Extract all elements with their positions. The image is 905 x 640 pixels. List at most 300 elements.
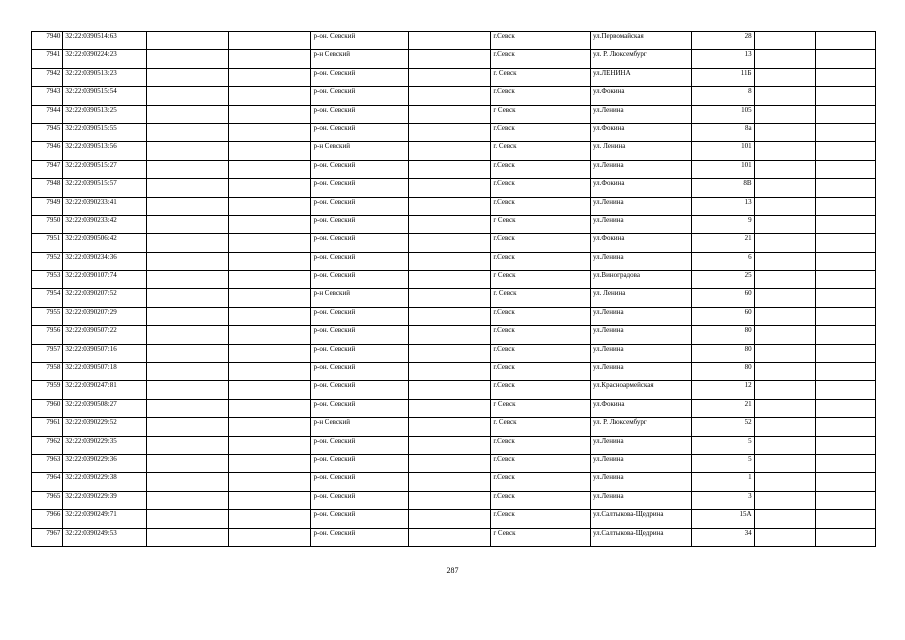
city-cell: г.Севск <box>491 234 591 252</box>
empty-cell <box>146 528 228 546</box>
empty-cell <box>146 105 228 123</box>
city-cell: г.Севск <box>491 454 591 472</box>
cadastral-number-cell: 32:22:0390507:22 <box>63 326 146 344</box>
empty-cell <box>229 160 311 178</box>
empty-cell <box>754 344 816 362</box>
house-number-cell: 8 <box>691 87 754 105</box>
table-row <box>32 473 876 491</box>
cadastral-number-cell: 32:22:0390229:36 <box>63 454 146 472</box>
cadastral-number-cell: 32:22:0390207:29 <box>63 307 146 325</box>
city-cell: г.Севск <box>491 491 591 509</box>
table-row <box>32 179 876 197</box>
empty-cell <box>146 344 228 362</box>
empty-cell <box>754 50 816 68</box>
empty-cell <box>146 399 228 417</box>
empty-cell <box>408 271 490 289</box>
empty-cell <box>754 271 816 289</box>
empty-cell <box>229 399 311 417</box>
empty-cell <box>229 454 311 472</box>
empty-cell <box>146 215 228 233</box>
empty-cell <box>229 32 311 50</box>
row-number-cell: 7940 <box>32 32 63 50</box>
empty-cell <box>408 528 490 546</box>
district-cell: р-он. Севский <box>311 307 409 325</box>
city-cell: г.Севск <box>491 197 591 215</box>
empty-cell <box>816 215 876 233</box>
empty-cell <box>754 252 816 270</box>
cadastral-number-cell: 32:22:0390249:71 <box>63 510 146 528</box>
empty-cell <box>754 454 816 472</box>
house-number-cell: 12 <box>691 381 754 399</box>
city-cell: г.Севск <box>491 179 591 197</box>
table-row <box>32 234 876 252</box>
street-cell: ул.Ленина <box>590 215 691 233</box>
empty-cell <box>146 50 228 68</box>
empty-cell <box>754 123 816 141</box>
empty-cell <box>229 528 311 546</box>
district-cell: р-он. Севский <box>311 454 409 472</box>
empty-cell <box>229 363 311 381</box>
house-number-cell: 21 <box>691 399 754 417</box>
house-number-cell: 13 <box>691 50 754 68</box>
row-number-cell: 7945 <box>32 123 63 141</box>
district-cell: р-он. Севский <box>311 105 409 123</box>
city-cell: г Севск <box>491 105 591 123</box>
empty-cell <box>146 510 228 528</box>
empty-cell <box>146 123 228 141</box>
empty-cell <box>408 68 490 86</box>
table-row <box>32 491 876 509</box>
cadastral-number-cell: 32:22:0390107:74 <box>63 271 146 289</box>
cadastral-number-cell: 32:22:0390515:55 <box>63 123 146 141</box>
empty-cell <box>146 473 228 491</box>
empty-cell <box>408 491 490 509</box>
street-cell: ул.Ленина <box>590 344 691 362</box>
district-cell: р-он. Севский <box>311 234 409 252</box>
empty-cell <box>408 418 490 436</box>
empty-cell <box>754 68 816 86</box>
empty-cell <box>754 142 816 160</box>
district-cell: р-он. Севский <box>311 363 409 381</box>
cadastral-number-cell: 32:22:0390508:27 <box>63 399 146 417</box>
empty-cell <box>816 399 876 417</box>
table-row <box>32 307 876 325</box>
city-cell: г Севск <box>491 215 591 233</box>
cadastral-number-cell: 32:22:0390249:53 <box>63 528 146 546</box>
empty-cell <box>146 381 228 399</box>
empty-cell <box>754 87 816 105</box>
registry-table-body <box>32 32 876 547</box>
row-number-cell: 7960 <box>32 399 63 417</box>
empty-cell <box>408 142 490 160</box>
district-cell: р-он. Севский <box>311 436 409 454</box>
cadastral-number-cell: 32:22:0390229:38 <box>63 473 146 491</box>
empty-cell <box>408 363 490 381</box>
row-number-cell: 7962 <box>32 436 63 454</box>
empty-cell <box>146 32 228 50</box>
empty-cell <box>754 179 816 197</box>
empty-cell <box>408 510 490 528</box>
city-cell: г Севск <box>491 399 591 417</box>
cadastral-number-cell: 32:22:0390514:63 <box>63 32 146 50</box>
house-number-cell: 1 <box>691 473 754 491</box>
row-number-cell: 7966 <box>32 510 63 528</box>
city-cell: г.Севск <box>491 436 591 454</box>
cadastral-number-cell: 32:22:0390515:57 <box>63 179 146 197</box>
district-cell: р-он. Севский <box>311 473 409 491</box>
empty-cell <box>408 32 490 50</box>
empty-cell <box>146 363 228 381</box>
empty-cell <box>754 418 816 436</box>
empty-cell <box>408 105 490 123</box>
district-cell: р-он. Севский <box>311 344 409 362</box>
empty-cell <box>146 326 228 344</box>
street-cell: ул.Салтыкова-Щедрина <box>590 528 691 546</box>
empty-cell <box>408 326 490 344</box>
empty-cell <box>816 418 876 436</box>
house-number-cell: 80 <box>691 344 754 362</box>
empty-cell <box>229 87 311 105</box>
house-number-cell: 5 <box>691 454 754 472</box>
empty-cell <box>146 160 228 178</box>
empty-cell <box>816 105 876 123</box>
empty-cell <box>408 399 490 417</box>
table-row <box>32 105 876 123</box>
street-cell: ул.Ленина <box>590 454 691 472</box>
empty-cell <box>229 510 311 528</box>
table-row <box>32 215 876 233</box>
table-row <box>32 50 876 68</box>
table-row <box>32 344 876 362</box>
district-cell: р-он. Севский <box>311 123 409 141</box>
empty-cell <box>146 491 228 509</box>
city-cell: г. Севск <box>491 418 591 436</box>
empty-cell <box>229 326 311 344</box>
row-number-cell: 7957 <box>32 344 63 362</box>
empty-cell <box>229 344 311 362</box>
table-row <box>32 381 876 399</box>
street-cell: ул.Ленина <box>590 307 691 325</box>
empty-cell <box>408 344 490 362</box>
street-cell: ул.Ленина <box>590 436 691 454</box>
table-row <box>32 436 876 454</box>
empty-cell <box>816 123 876 141</box>
district-cell: р-он. Севский <box>311 68 409 86</box>
table-row <box>32 271 876 289</box>
street-cell: ул.Салтыкова-Щедрина <box>590 510 691 528</box>
district-cell: р-н Севский <box>311 289 409 307</box>
row-number-cell: 7951 <box>32 234 63 252</box>
house-number-cell: 80 <box>691 363 754 381</box>
empty-cell <box>816 307 876 325</box>
city-cell: г.Севск <box>491 326 591 344</box>
cadastral-number-cell: 32:22:0390513:25 <box>63 105 146 123</box>
empty-cell <box>229 418 311 436</box>
registry-table <box>31 31 876 547</box>
street-cell: ул.Ленина <box>590 160 691 178</box>
empty-cell <box>229 289 311 307</box>
row-number-cell: 7950 <box>32 215 63 233</box>
city-cell: г.Севск <box>491 307 591 325</box>
empty-cell <box>754 528 816 546</box>
empty-cell <box>229 105 311 123</box>
street-cell: ул.Ленина <box>590 197 691 215</box>
table-row <box>32 123 876 141</box>
cadastral-number-cell: 32:22:0390513:23 <box>63 68 146 86</box>
empty-cell <box>229 381 311 399</box>
row-number-cell: 7967 <box>32 528 63 546</box>
empty-cell <box>754 197 816 215</box>
table-row <box>32 326 876 344</box>
cadastral-number-cell: 32:22:0390247:81 <box>63 381 146 399</box>
empty-cell <box>146 197 228 215</box>
district-cell: р-н Севский <box>311 142 409 160</box>
empty-cell <box>408 381 490 399</box>
district-cell: р-он. Севский <box>311 491 409 509</box>
cadastral-number-cell: 32:22:0390229:52 <box>63 418 146 436</box>
street-cell: ул.Ленина <box>590 105 691 123</box>
cadastral-number-cell: 32:22:0390506:42 <box>63 234 146 252</box>
city-cell: г.Севск <box>491 510 591 528</box>
row-number-cell: 7954 <box>32 289 63 307</box>
house-number-cell: 8В <box>691 179 754 197</box>
empty-cell <box>754 307 816 325</box>
row-number-cell: 7965 <box>32 491 63 509</box>
house-number-cell: 101 <box>691 142 754 160</box>
street-cell: ул.Ленина <box>590 326 691 344</box>
district-cell: р-он. Севский <box>311 32 409 50</box>
district-cell: р-он. Севский <box>311 87 409 105</box>
city-cell: г.Севск <box>491 473 591 491</box>
empty-cell <box>408 87 490 105</box>
empty-cell <box>816 179 876 197</box>
empty-cell <box>229 436 311 454</box>
empty-cell <box>229 271 311 289</box>
table-row <box>32 289 876 307</box>
city-cell: г.Севск <box>491 32 591 50</box>
city-cell: г. Севск <box>491 68 591 86</box>
empty-cell <box>816 68 876 86</box>
district-cell: р-он. Севский <box>311 179 409 197</box>
cadastral-number-cell: 32:22:0390233:42 <box>63 215 146 233</box>
empty-cell <box>408 160 490 178</box>
district-cell: р-н Севский <box>311 418 409 436</box>
cadastral-number-cell: 32:22:0390507:18 <box>63 363 146 381</box>
empty-cell <box>754 399 816 417</box>
house-number-cell: 60 <box>691 289 754 307</box>
empty-cell <box>754 363 816 381</box>
empty-cell <box>816 160 876 178</box>
cadastral-number-cell: 32:22:0390233:41 <box>63 197 146 215</box>
empty-cell <box>229 252 311 270</box>
table-row <box>32 454 876 472</box>
empty-cell <box>408 289 490 307</box>
empty-cell <box>816 142 876 160</box>
empty-cell <box>816 289 876 307</box>
empty-cell <box>816 491 876 509</box>
row-number-cell: 7953 <box>32 271 63 289</box>
street-cell: ул.Фокина <box>590 87 691 105</box>
empty-cell <box>816 234 876 252</box>
empty-cell <box>146 179 228 197</box>
empty-cell <box>229 215 311 233</box>
table-row <box>32 197 876 215</box>
street-cell: ул.Ленина <box>590 252 691 270</box>
table-row <box>32 418 876 436</box>
empty-cell <box>229 68 311 86</box>
empty-cell <box>229 234 311 252</box>
street-cell: ул.Ленина <box>590 473 691 491</box>
house-number-cell: 9 <box>691 215 754 233</box>
empty-cell <box>816 344 876 362</box>
street-cell: ул.Виноградова <box>590 271 691 289</box>
city-cell: г.Севск <box>491 381 591 399</box>
house-number-cell: 52 <box>691 418 754 436</box>
empty-cell <box>816 197 876 215</box>
district-cell: р-он. Севский <box>311 160 409 178</box>
empty-cell <box>816 50 876 68</box>
house-number-cell: 6 <box>691 252 754 270</box>
empty-cell <box>816 436 876 454</box>
district-cell: р-он. Севский <box>311 510 409 528</box>
empty-cell <box>754 326 816 344</box>
row-number-cell: 7959 <box>32 381 63 399</box>
district-cell: р-он. Севский <box>311 381 409 399</box>
table-row <box>32 32 876 50</box>
table-row <box>32 68 876 86</box>
empty-cell <box>816 381 876 399</box>
house-number-cell: 15А <box>691 510 754 528</box>
row-number-cell: 7955 <box>32 307 63 325</box>
house-number-cell: 80 <box>691 326 754 344</box>
empty-cell <box>146 87 228 105</box>
table-row <box>32 399 876 417</box>
street-cell: ул. Ленина <box>590 289 691 307</box>
house-number-cell: 105 <box>691 105 754 123</box>
table-row <box>32 160 876 178</box>
empty-cell <box>408 179 490 197</box>
cadastral-number-cell: 32:22:0390515:54 <box>63 87 146 105</box>
street-cell: ул. Р. Люксембург <box>590 50 691 68</box>
row-number-cell: 7961 <box>32 418 63 436</box>
street-cell: ул.Ленина <box>590 363 691 381</box>
empty-cell <box>229 197 311 215</box>
table-row <box>32 363 876 381</box>
empty-cell <box>816 473 876 491</box>
street-cell: ул.Первомайская <box>590 32 691 50</box>
empty-cell <box>816 252 876 270</box>
row-number-cell: 7947 <box>32 160 63 178</box>
city-cell: г.Севск <box>491 50 591 68</box>
empty-cell <box>229 50 311 68</box>
cadastral-number-cell: 32:22:0390234:36 <box>63 252 146 270</box>
cadastral-number-cell: 32:22:0390507:16 <box>63 344 146 362</box>
row-number-cell: 7941 <box>32 50 63 68</box>
empty-cell <box>754 289 816 307</box>
row-number-cell: 7963 <box>32 454 63 472</box>
empty-cell <box>229 123 311 141</box>
district-cell: р-он. Севский <box>311 197 409 215</box>
district-cell: р-он. Севский <box>311 252 409 270</box>
empty-cell <box>408 436 490 454</box>
empty-cell <box>229 179 311 197</box>
row-number-cell: 7948 <box>32 179 63 197</box>
empty-cell <box>229 142 311 160</box>
empty-cell <box>816 271 876 289</box>
house-number-cell: 101 <box>691 160 754 178</box>
city-cell: г. Севск <box>491 289 591 307</box>
empty-cell <box>754 160 816 178</box>
house-number-cell: 25 <box>691 271 754 289</box>
empty-cell <box>816 32 876 50</box>
empty-cell <box>754 32 816 50</box>
empty-cell <box>229 473 311 491</box>
empty-cell <box>816 87 876 105</box>
empty-cell <box>816 510 876 528</box>
row-number-cell: 7956 <box>32 326 63 344</box>
empty-cell <box>146 142 228 160</box>
street-cell: ул.Фокина <box>590 179 691 197</box>
empty-cell <box>146 252 228 270</box>
row-number-cell: 7944 <box>32 105 63 123</box>
empty-cell <box>408 473 490 491</box>
empty-cell <box>408 123 490 141</box>
table-row <box>32 528 876 546</box>
city-cell: г.Севск <box>491 123 591 141</box>
row-number-cell: 7958 <box>32 363 63 381</box>
house-number-cell: 28 <box>691 32 754 50</box>
row-number-cell: 7949 <box>32 197 63 215</box>
table-row <box>32 510 876 528</box>
empty-cell <box>408 307 490 325</box>
house-number-cell: 13 <box>691 197 754 215</box>
street-cell: ул. Р. Люксембург <box>590 418 691 436</box>
empty-cell <box>229 491 311 509</box>
empty-cell <box>754 105 816 123</box>
city-cell: г.Севск <box>491 252 591 270</box>
street-cell: ул.Красноармейская <box>590 381 691 399</box>
empty-cell <box>816 363 876 381</box>
house-number-cell: 21 <box>691 234 754 252</box>
empty-cell <box>754 215 816 233</box>
district-cell: р-он. Севский <box>311 326 409 344</box>
row-number-cell: 7952 <box>32 252 63 270</box>
empty-cell <box>754 473 816 491</box>
empty-cell <box>146 418 228 436</box>
city-cell: г.Севск <box>491 160 591 178</box>
city-cell: г.Севск <box>491 344 591 362</box>
empty-cell <box>754 510 816 528</box>
empty-cell <box>408 50 490 68</box>
house-number-cell: 11Б <box>691 68 754 86</box>
empty-cell <box>146 289 228 307</box>
empty-cell <box>816 528 876 546</box>
table-row <box>32 87 876 105</box>
row-number-cell: 7964 <box>32 473 63 491</box>
street-cell: ул.ЛЕНИНА <box>590 68 691 86</box>
empty-cell <box>754 436 816 454</box>
city-cell: г Севск <box>491 528 591 546</box>
street-cell: ул.Фокина <box>590 234 691 252</box>
district-cell: р-он. Севский <box>311 215 409 233</box>
empty-cell <box>146 454 228 472</box>
city-cell: г. Севск <box>491 142 591 160</box>
empty-cell <box>408 252 490 270</box>
cadastral-number-cell: 32:22:0390224:23 <box>63 50 146 68</box>
empty-cell <box>754 234 816 252</box>
empty-cell <box>816 326 876 344</box>
cadastral-number-cell: 32:22:0390229:39 <box>63 491 146 509</box>
